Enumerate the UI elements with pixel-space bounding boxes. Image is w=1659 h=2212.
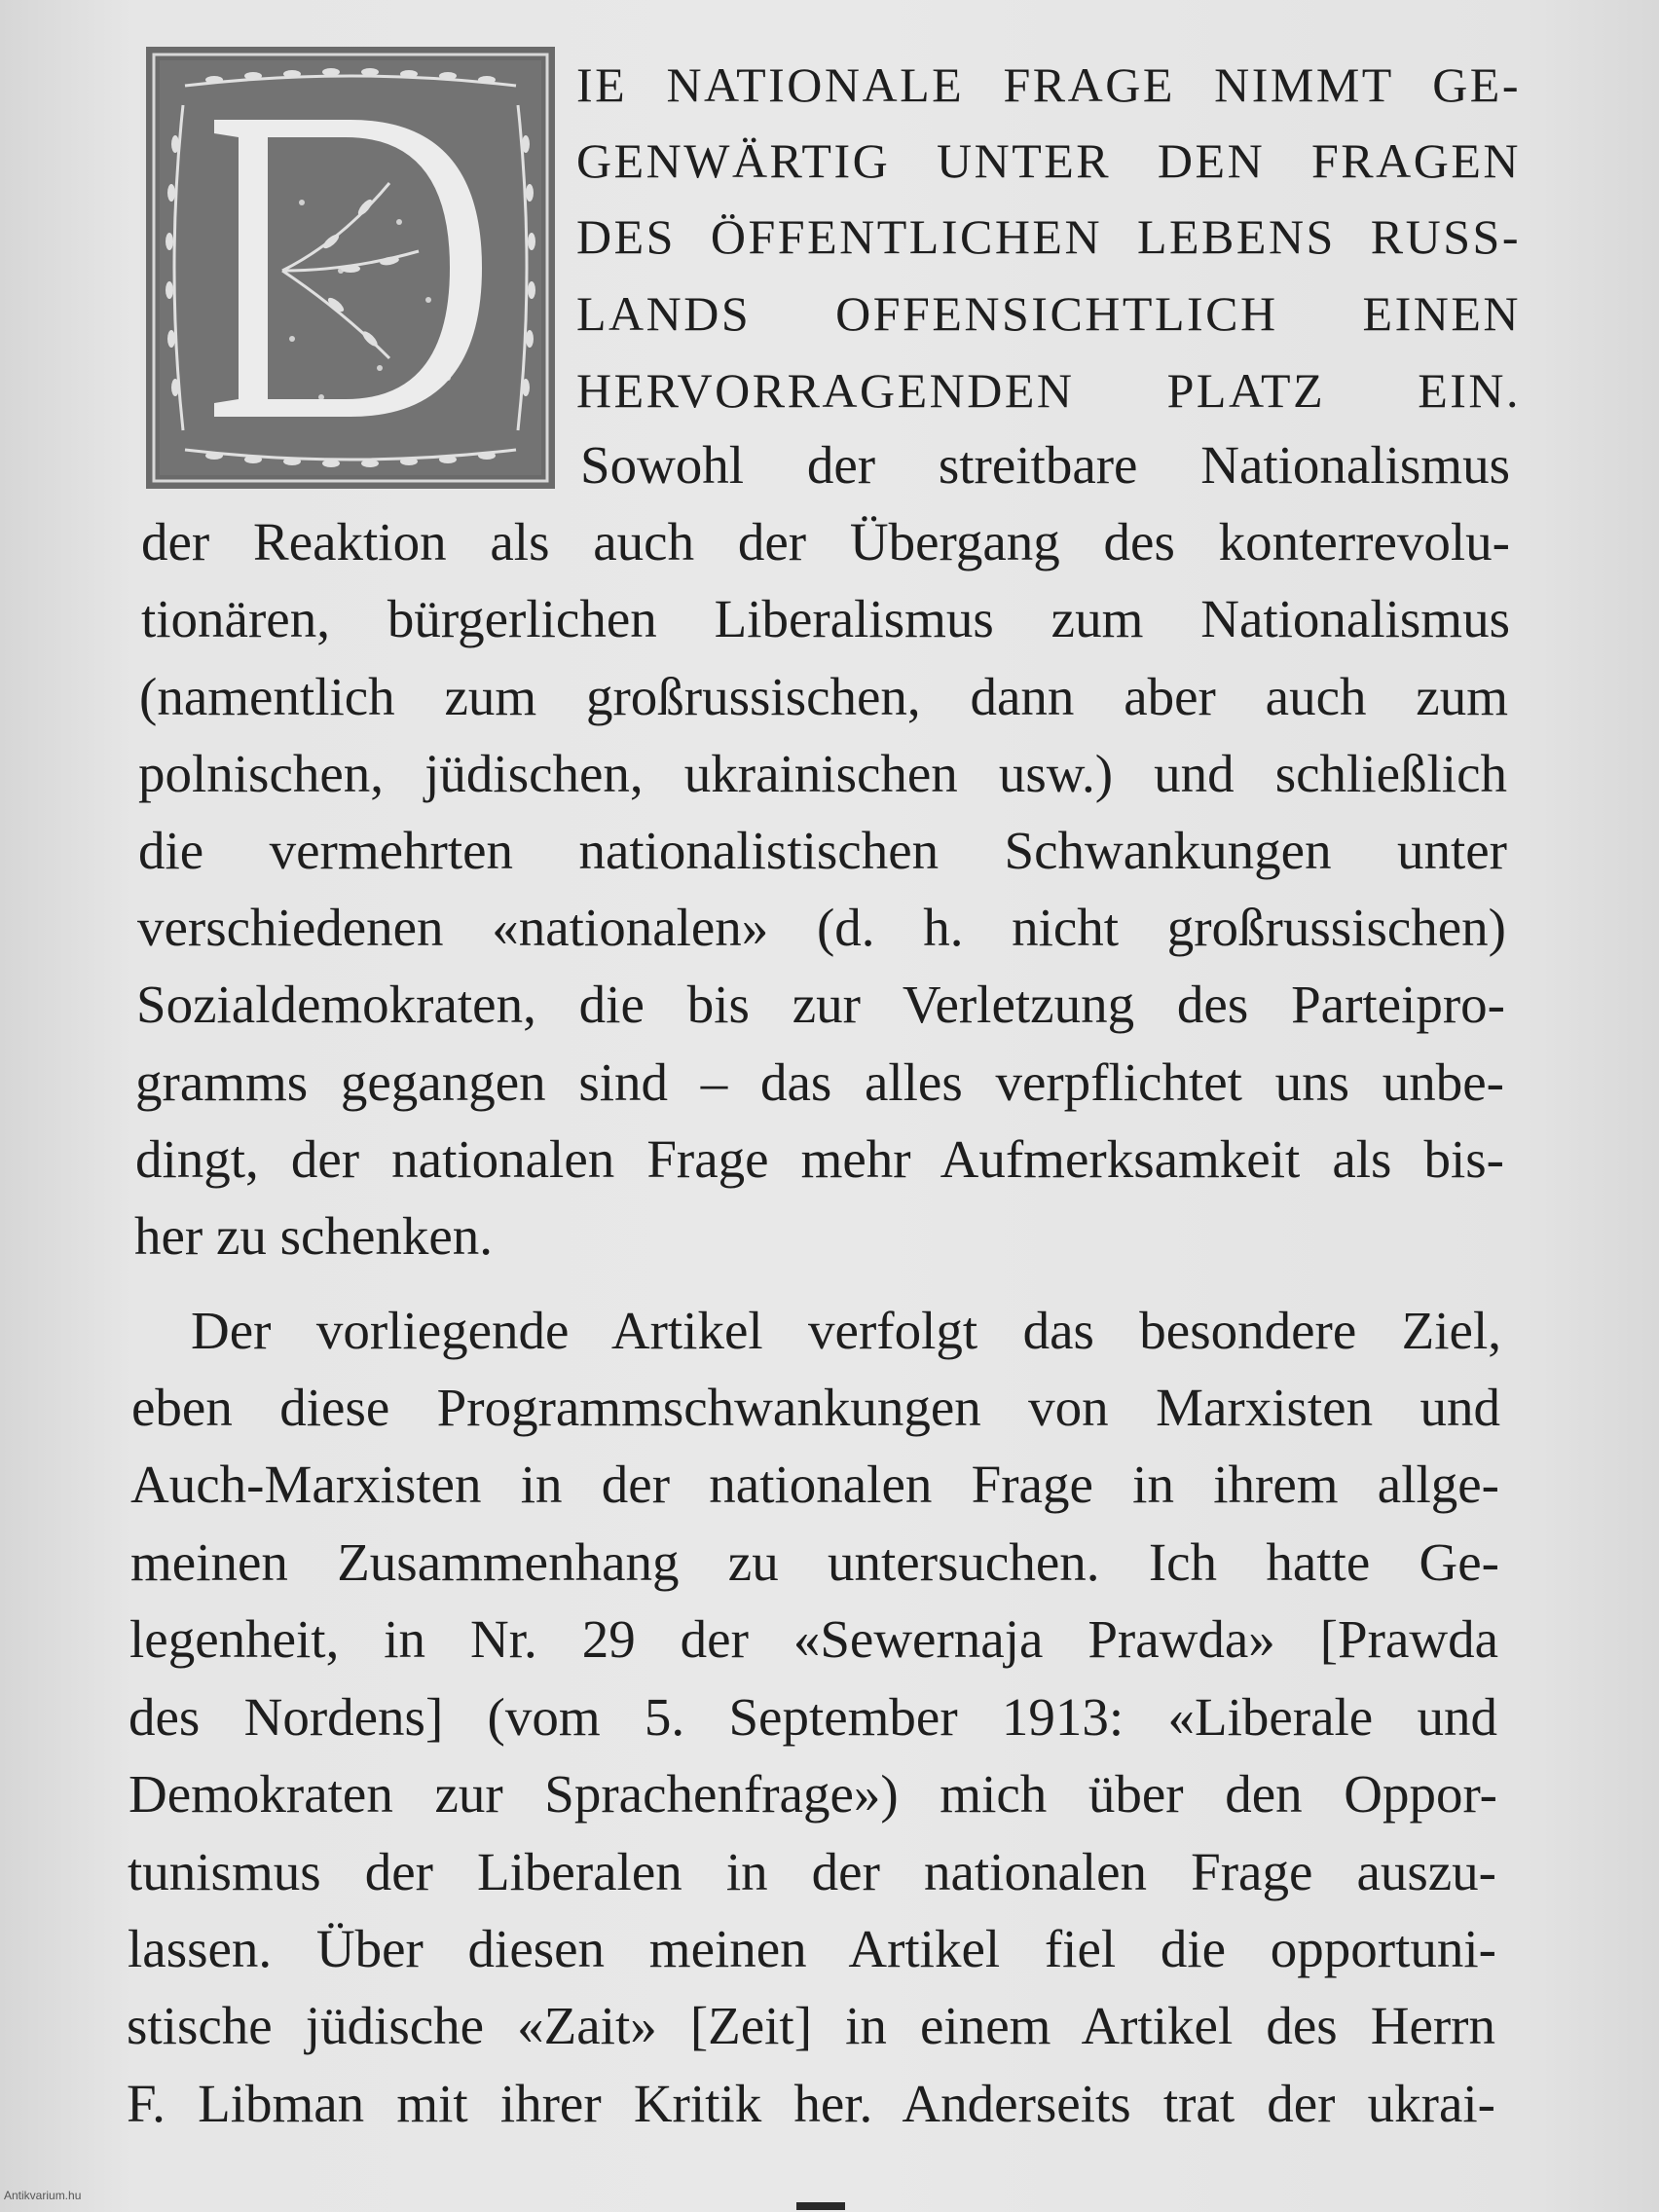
body-text-line: meinen Zusammenhang zu untersuchen. Ich hatte Ge-	[130, 1532, 1499, 1592]
page-number-fragment	[796, 2202, 845, 2210]
body-text-line: lassen. Über diesen meinen Artikel fiel die opportuni-	[128, 1919, 1496, 1978]
opening-caps-line-2: GENWÄRTIG UNTER DEN FRAGEN	[576, 133, 1521, 188]
watermark-text: Antikvarium.hu	[4, 2189, 82, 2202]
body-text-line: eben diese Programmschwankungen von Marxisten und	[131, 1378, 1500, 1437]
body-text-line: dingt, der nationalen Frage mehr Aufmerksamkeit als bis-	[135, 1129, 1504, 1189]
opening-caps-line-3: DES ÖFFENTLICHEN LEBENS RUSS-	[576, 209, 1521, 264]
body-text-line: F. Libman mit ihrer Kritik her. Anderseits trat der ukrai-	[127, 2074, 1495, 2133]
body-text-line: her zu schenken.	[134, 1206, 494, 1266]
body-text-line: Auch-Marxisten in der nationalen Frage in ihrem allge-	[130, 1455, 1499, 1514]
body-text-line: tunismus der Liberalen in der nationalen Frage auszu-	[128, 1842, 1496, 1901]
body-text-line: des Nordens] (vom 5. September 1913: «Liberale und	[129, 1687, 1497, 1747]
ornamental-initial-d-image	[146, 47, 555, 489]
body-text-line: stische jüdische «Zait» [Zeit] in einem Artikel des Herrn	[127, 1996, 1495, 2055]
body-text-line: Demokraten zur Sprachenfrage») mich über den Oppor-	[129, 1764, 1497, 1824]
body-text-line: (namentlich zum großrussischen, dann aber auch zum	[139, 667, 1508, 726]
body-text-line: legenheit, in Nr. 29 der «Sewernaja Prawda» [Prawda	[129, 1609, 1498, 1669]
decorated-initial-letter	[146, 47, 555, 489]
body-text-line: tionären, bürgerlichen Liberalismus zum Nationalismus	[141, 589, 1510, 648]
body-text-line: Sowohl der streitbare Nationalismus	[580, 435, 1510, 495]
body-text-line: gramms gegangen sind – das alles verpflichtet uns unbe-	[135, 1052, 1504, 1112]
body-text-line: Sozialdemokraten, die bis zur Verletzung des Parteipro-	[136, 975, 1505, 1034]
paragraph-2-first-line: Der vorliegende Artikel verfolgt das besondere Ziel,	[191, 1301, 1501, 1360]
body-text-line: verschiedenen «nationalen» (d. h. nicht großrussischen)	[137, 898, 1506, 957]
body-text-line: der Reaktion als auch der Übergang des konterrevolu-	[141, 512, 1510, 571]
opening-caps-line-5: HERVORRAGENDEN PLATZ EIN.	[576, 363, 1521, 418]
opening-caps-line-1: IE NATIONALE FRAGE NIMMT GE-	[576, 57, 1521, 112]
body-text-line: polnischen, jüdischen, ukrainischen usw.) und schließlich	[138, 744, 1507, 803]
body-text-line: die vermehrten nationalistischen Schwankungen unter	[138, 821, 1507, 880]
opening-caps-line-4: LANDS OFFENSICHTLICH EINEN	[576, 286, 1521, 341]
